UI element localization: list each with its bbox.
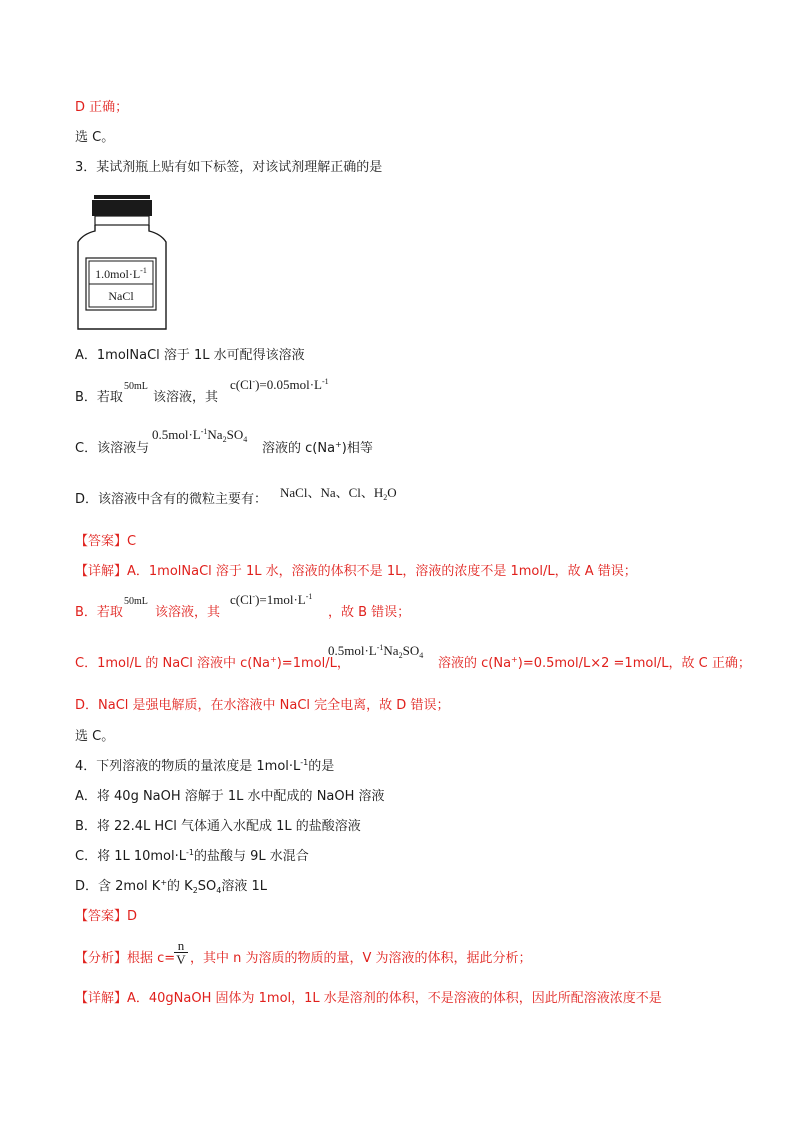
reagent-bottle-figure bbox=[77, 194, 167, 330]
question-3-option-c-post: 溶液的 c(Na+)相等 bbox=[262, 440, 373, 456]
question-3-option-b: B．若取 bbox=[75, 390, 123, 405]
label-substance: NaCl bbox=[108, 289, 134, 303]
explanation-3-a: 【详解】A．1molNaCl 溶于 1L 水，溶液的体积不是 1L，溶液的浓度不是 1mol/L，故 A 错误； bbox=[75, 564, 637, 579]
fraction-denominator: V bbox=[176, 952, 186, 967]
label-concentration: $1.0mol\cdot L^{-1}$ bbox=[95, 266, 147, 281]
analysis-4: 【分析】根据 c= bbox=[75, 951, 176, 966]
explanation-3-c: C．1mol/L 的 NaCl 溶液中 c(Na+)=1mol/L， bbox=[75, 655, 350, 671]
explanation-3-c-post: 溶液的 c(Na+)=0.5mol/L×2 =1mol/L，故 C 正确； bbox=[438, 655, 751, 671]
question-3-option-c: C．该溶液与 bbox=[75, 441, 150, 456]
fraction-n-over-v bbox=[174, 939, 188, 967]
question-3-option-b-mid: 该溶液，其 bbox=[153, 390, 219, 405]
fraction-numerator: n bbox=[174, 939, 188, 953]
formula-na2so4-05: $0.5mol\cdot L^{-1}Na_2SO_4$ bbox=[152, 427, 248, 444]
formula-50ml-explanation: 50mL bbox=[124, 596, 148, 607]
question-4-stem: 4．下列溶液的物质的量浓度是 $1mol\cdot L^{-1}$的是 bbox=[75, 758, 335, 774]
formula-ccl-1: $c(Cl^-)=1mol\cdot L^{-1}$ bbox=[230, 592, 313, 607]
answer-4: 【答案】D bbox=[75, 909, 138, 924]
explanation-3-d: D．NaCl 是强电解质，在水溶液中 NaCl 完全电离，故 D 错误； bbox=[75, 698, 450, 713]
question-4-option-b: B．将 22.4L HCl 气体通入水配成 1L 的盐酸溶液 bbox=[75, 819, 361, 834]
explanation-3-b-end: ，故 B 错误； bbox=[328, 605, 411, 620]
explanation-3-b: B．若取 bbox=[75, 605, 123, 620]
question-4-option-c: C．将 1L $10mol\cdot L^{-1}$的盐酸与 9L 水混合 bbox=[75, 848, 309, 864]
formula-particles: NaCl、Na、Cl、$H_2O$ bbox=[280, 485, 397, 502]
explanation-4-a: 【详解】A．40gNaOH 固体为 1mol，1L 水是溶剂的体积，不是溶液的体积，因此所配溶液浓度不是 bbox=[75, 991, 662, 1006]
analysis-4-post: ，其中 n 为溶质的物质的量，V 为溶液的体积，据此分析； bbox=[190, 951, 532, 966]
question-4-option-d: D．含 2mol K+的 $K_2SO_4$溶液 1L bbox=[75, 878, 268, 895]
answer-3: 【答案】C bbox=[75, 534, 137, 549]
choose-c-line-1: 选 C。 bbox=[75, 130, 115, 145]
formula-na2so4-explanation: $0.5mol\cdot L^{-1}Na_2SO_4$ bbox=[328, 643, 424, 660]
explanation-3-b-mid: 该溶液，其 bbox=[155, 605, 221, 620]
d-correct-line: D 正确； bbox=[75, 100, 129, 115]
formula-ccl-005: $c(Cl^-)=0.05mol\cdot L^{-1}$ bbox=[230, 377, 329, 392]
question-3-stem: 3．某试剂瓶上贴有如下标签，对该试剂理解正确的是 bbox=[75, 160, 383, 175]
question-3-option-a: A．1molNaCl 溶于 1L 水可配得该溶液 bbox=[75, 348, 305, 363]
question-4-option-a: A．将 40g NaOH 溶解于 1L 水中配成的 NaOH 溶液 bbox=[75, 789, 385, 804]
formula-50ml: 50mL bbox=[124, 381, 148, 392]
choose-c-line-2: 选 C。 bbox=[75, 729, 115, 744]
question-3-option-d: D．该溶液中含有的微粒主要有： bbox=[75, 492, 268, 507]
bottle-illustration bbox=[77, 194, 167, 330]
